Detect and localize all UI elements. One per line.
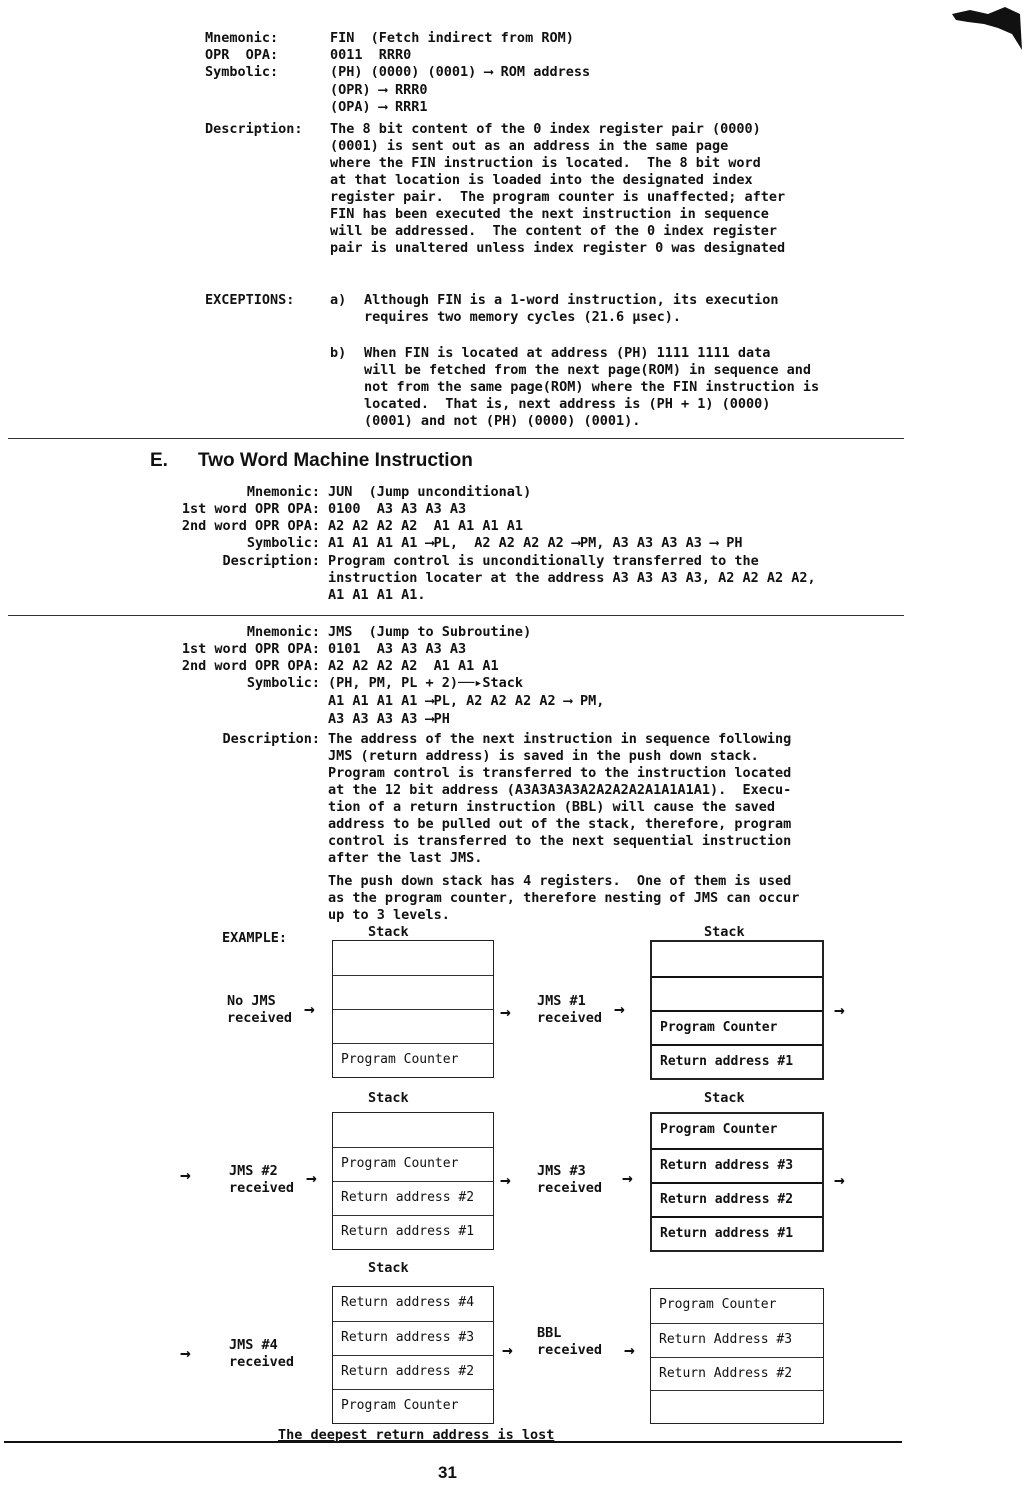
exception-a-marker: a): [330, 292, 347, 308]
page-number: 31: [438, 1463, 457, 1482]
exception-b-line: When FIN is located at address (PH) 1111 1111 data: [364, 345, 771, 361]
stack-cell: Return address #3: [333, 1321, 493, 1354]
fin-description-line: The 8 bit content of the 0 index register pair (0000): [330, 121, 761, 137]
stack-diagram-no-jms: [332, 940, 494, 1078]
jun-description-line: instruction locater at the address A3 A3 A3 A3, A2 A2 A2 A2,: [328, 570, 816, 586]
stack-title: Stack: [704, 1090, 745, 1106]
jms-description-line: tion of a return instruction (BBL) will cause the saved: [328, 799, 776, 815]
state-caption: received: [537, 1180, 603, 1196]
fin-opr: 0011 RRR0: [330, 47, 412, 63]
exceptions-label: EXCEPTIONS:: [205, 292, 295, 308]
jms-symbolic-line: A1 A1 A1 A1 ⟶PL, A2 A2 A2 A2 ⟶ PM,: [328, 693, 605, 709]
exception-b-line: (0001) and not (PH) (0000) (0001).: [364, 413, 641, 429]
jun-symbolic-label: Symbolic:: [246, 535, 320, 551]
arrow-icon: →: [500, 1002, 511, 1023]
example-footnote: The deepest return address is lost: [278, 1427, 555, 1443]
stack-cell: Program Counter: [333, 1043, 493, 1076]
state-caption: received: [537, 1010, 603, 1026]
stack-diagram-jms-4: [332, 1286, 494, 1424]
state-caption: JMS #1: [537, 993, 586, 1009]
fin-mnemonic-label: Mnemonic:: [205, 30, 279, 46]
arrow-icon: →: [500, 1170, 511, 1191]
arrow-icon: →: [304, 999, 315, 1020]
state-caption: JMS #2: [229, 1163, 278, 1179]
arrow-icon: →: [614, 999, 625, 1020]
arrow-icon: →: [622, 1168, 633, 1189]
jun-description-line: Program control is unconditionally transferred to the: [328, 553, 759, 569]
jms-symbolic-line: A3 A3 A3 A3 ⟶PH: [328, 711, 450, 727]
jms-description-label: Description:: [222, 731, 320, 747]
stack-cell: Program Counter: [333, 1147, 493, 1180]
exception-a-line: Although FIN is a 1-word instruction, its execution: [364, 292, 779, 308]
jms-stack-note-line: The push down stack has 4 registers. One of them is used: [328, 873, 792, 889]
stack-cell: [651, 1390, 823, 1423]
stack-cell: Return address #2: [652, 1182, 822, 1216]
stack-cell: Program Counter: [659, 1297, 777, 1312]
jun-word1: 0100 A3 A3 A3 A3: [328, 501, 467, 517]
stack-cell: [333, 1009, 493, 1042]
exception-b-line: will be fetched from the next page(ROM) in sequence and: [364, 362, 812, 378]
jun-mnemonic: JUN (Jump unconditional): [328, 484, 532, 500]
stack-cell: Return address #1: [333, 1215, 493, 1248]
stack-cell: Return Address #2: [651, 1357, 823, 1390]
example-label: EXAMPLE:: [222, 930, 288, 946]
jun-word2: A2 A2 A2 A2 A1 A1 A1 A1: [328, 518, 524, 534]
jms-description-line: control is transferred to the next sequential instruction: [328, 833, 792, 849]
stack-cell: Return address #2: [333, 1355, 493, 1388]
fin-symbolic-label: Symbolic:: [205, 64, 279, 80]
jms-mnemonic: JMS (Jump to Subroutine): [328, 624, 532, 640]
stack-diagram-bbl: [650, 1288, 824, 1424]
stack-cell: Return address #1: [652, 1044, 822, 1078]
stack-cell: Return Address #3: [651, 1323, 823, 1356]
jms-description-line: address to be pulled out of the stack, therefore, program: [328, 816, 792, 832]
state-caption: received: [537, 1342, 603, 1358]
jun-word2-label: 2nd word OPR OPA:: [181, 518, 320, 534]
jms-word2-label: 2nd word OPR OPA:: [181, 658, 320, 674]
scan-smudge-mark: [950, 4, 1025, 52]
fin-description-label: Description:: [205, 121, 303, 137]
jun-symbolic: A1 A1 A1 A1 ⟶PL, A2 A2 A2 A2 ⟶PM, A3 A3 A3 A3 ⟶ PH: [328, 535, 743, 551]
stack-cell: Return address #3: [652, 1148, 822, 1182]
stack-cell: [652, 942, 822, 974]
fin-symbolic-1: (PH) (0000) (0001) ⟶ ROM address: [330, 64, 591, 80]
jms-word1-label: 1st word OPR OPA:: [181, 641, 320, 657]
stack-cell: [652, 976, 822, 1010]
stack-cell: [333, 941, 493, 973]
fin-opr-label: OPR OPA:: [205, 47, 279, 63]
state-caption: received: [227, 1010, 293, 1026]
section-title: Two Word Machine Instruction: [198, 450, 473, 471]
arrow-icon: →: [834, 1000, 845, 1021]
stack-cell: Program Counter: [660, 1122, 778, 1137]
stack-title: Stack: [368, 1090, 409, 1106]
jms-description-line: after the last JMS.: [328, 850, 483, 866]
fin-description-line: (0001) is sent out as an address in the same page: [330, 138, 729, 154]
jms-stack-note-line: as the program counter, therefore nesting of JMS can occur: [328, 890, 800, 906]
stack-cell: Return address #1: [652, 1216, 822, 1250]
stack-cell: Program Counter: [652, 1010, 822, 1044]
arrow-icon: →: [834, 1170, 845, 1191]
stack-cell: [333, 1113, 493, 1145]
jms-stack-note-line: up to 3 levels.: [328, 907, 450, 923]
stack-cell: Return address #2: [333, 1181, 493, 1214]
stack-title: Stack: [368, 1260, 409, 1276]
state-caption: received: [229, 1180, 295, 1196]
jun-description-line: A1 A1 A1 A1.: [328, 587, 426, 603]
fin-description-line: will be addressed. The content of the 0 index register: [330, 223, 778, 239]
section-divider: [8, 615, 904, 616]
stack-diagram-jms-1: [650, 940, 824, 1080]
arrow-icon: →: [180, 1165, 191, 1186]
stack-cell: Return address #4: [341, 1295, 475, 1310]
state-caption: No JMS: [227, 993, 276, 1009]
stack-diagram-jms-3: [650, 1112, 824, 1252]
fin-description-line: register pair. The program counter is unaffected; after: [330, 189, 786, 205]
stack-title: Stack: [704, 924, 745, 940]
stack-cell: Program Counter: [333, 1389, 493, 1422]
exception-b-marker: b): [330, 345, 347, 361]
jms-word1: 0101 A3 A3 A3 A3: [328, 641, 467, 657]
arrow-icon: →: [624, 1340, 635, 1361]
exception-a-line: requires two memory cycles (21.6 µsec).: [364, 309, 681, 325]
fin-mnemonic: FIN (Fetch indirect from ROM): [330, 30, 574, 46]
fin-description-line: pair is unaltered unless index register 0 was designated: [330, 240, 786, 256]
stack-diagram-jms-2: [332, 1112, 494, 1250]
jms-description-line: JMS (return address) is saved in the push down stack.: [328, 748, 759, 764]
jms-description-line: The address of the next instruction in sequence following: [328, 731, 792, 747]
arrow-icon: →: [180, 1343, 191, 1364]
arrow-icon: →: [502, 1340, 513, 1361]
state-caption: JMS #3: [537, 1163, 586, 1179]
jun-word1-label: 1st word OPR OPA:: [181, 501, 320, 517]
fin-description-line: at that location is loaded into the designated index: [330, 172, 753, 188]
jms-description-line: Program control is transferred to the instruction located: [328, 765, 792, 781]
fin-symbolic-3: (OPA) ⟶ RRR1: [330, 99, 428, 115]
state-caption: JMS #4: [229, 1337, 278, 1353]
stack-cell: [333, 975, 493, 1008]
jms-symbolic-line: (PH, PM, PL + 2)──▸Stack: [328, 675, 524, 691]
state-caption: received: [229, 1354, 295, 1370]
jms-mnemonic-label: Mnemonic:: [246, 624, 320, 640]
section-divider: [8, 438, 904, 439]
arrow-icon: →: [306, 1168, 317, 1189]
jun-mnemonic-label: Mnemonic:: [246, 484, 320, 500]
jms-symbolic-label: Symbolic:: [246, 675, 320, 691]
state-caption: BBL: [537, 1325, 562, 1341]
jms-word2: A2 A2 A2 A2 A1 A1 A1: [328, 658, 499, 674]
section-letter: E.: [150, 450, 168, 471]
exception-b-line: located. That is, next address is (PH + 1) (0000): [364, 396, 771, 412]
jun-description-label: Description:: [222, 553, 320, 569]
fin-description-line: where the FIN instruction is located. The 8 bit word: [330, 155, 761, 171]
bottom-divider: [4, 1441, 902, 1443]
exception-b-line: not from the same page(ROM) where the FIN instruction is: [364, 379, 820, 395]
stack-title: Stack: [368, 924, 409, 940]
fin-symbolic-2: (OPR) ⟶ RRR0: [330, 82, 428, 98]
jms-description-line: at the 12 bit address (A3A3A3A3A2A2A2A2A1A1A1A1). Execu-: [328, 782, 792, 798]
fin-description-line: FIN has been executed the next instruction in sequence: [330, 206, 769, 222]
